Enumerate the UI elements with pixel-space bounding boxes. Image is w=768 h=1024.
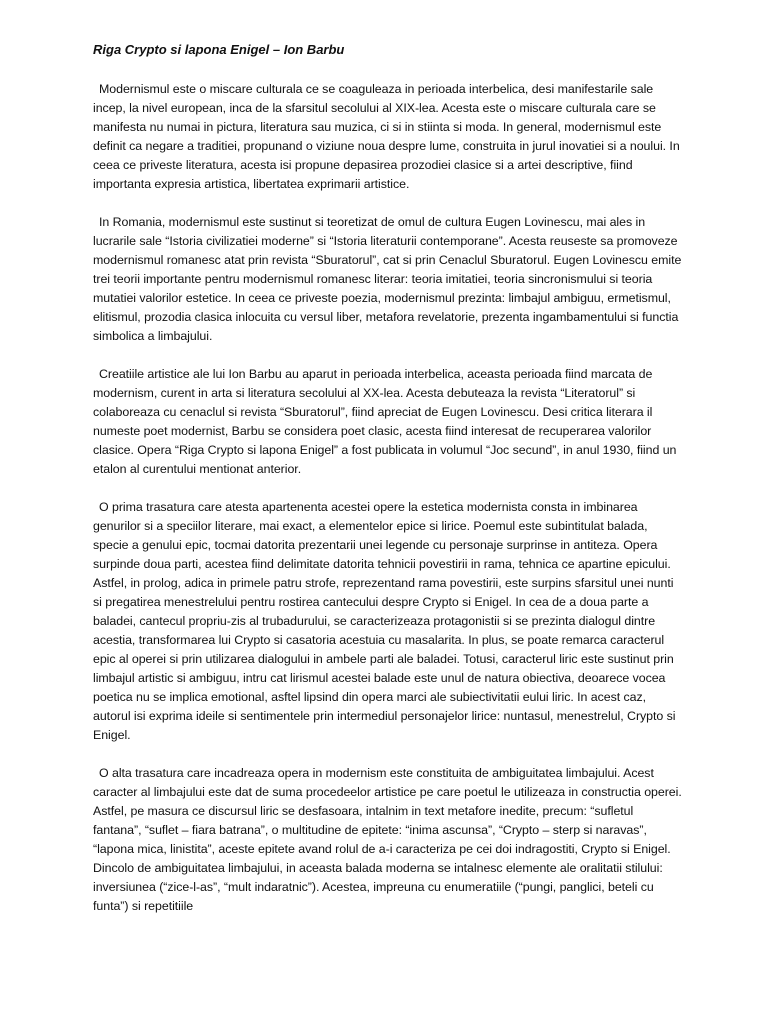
- document-title: Riga Crypto si lapona Enigel – Ion Barbu: [93, 42, 345, 57]
- paragraph-lovinescu: In Romania, modernismul este sustinut si teoretizat de omul de cultura Eugen Lovinescu, mai ales in lucrarile sale “Istoria civilizatiei moderne” si “Istoria literaturii contemporane”. Acesta reuseste sa promoveze modernismul romanesc atat prin revista “Sburatorul”, cat si prin Cenaclul Sburatorul. Eugen Lovinescu emite trei teorii importante pentru modernismul romanesc literar: teoria imitatiei, teoria sincronismului si teoria mutatiei valorilor estetice. In ceea ce priveste poezia, modernismul prezinta: limbajul ambiguu, ermetismul, elitismul, prozodia clasica inlocuita cu versul liber, metafora revelatorie, prezenta ingambamentului si functia simbolica a limbajului.: [93, 215, 682, 343]
- paragraph-second-trait: O alta trasatura care incadreaza opera in modernism este constituita de ambiguitatea limbajului. Acest caracter al limbajului este dat de suma procedeelor artistice pe care poetul le utilizeaza in constructia operei. Astfel, pe masura ce discursul liric se desfasoara, intalnim in text metafore inedite, precum: “sufletul fantana”, “suflet – fiara batrana”, o multitudine de epitete: “inima ascunsa”, “Crypto – sterp si naravas”, “lapona mica, linistita”, aceste epitete avand rolul de a-i caracteriza pe cei doi indragostiti, Crypto si Enigel. Dincolo de ambiguitatea limbajului, in aceasta balada moderna se intalnesc elemente ale oralitatii stilului: inversiunea (“zice-l-as”, “mult indaratnic”). Acestea, impreuna cu enumeratiile (“pungi, panglici, beteli cu funta”) si repetitiile: [93, 766, 682, 913]
- paragraph-modernism-intro: Modernismul este o miscare culturala ce se coaguleaza in perioada interbelica, desi manifestarile sale incep, la nivel european, inca de la sfarsitul secolului al XIX-lea. Acesta este o miscare culturala care se manifesta nu numai in pictura, literatura sau muzica, ci si in stiinta si moda. In general, modernismul este definit ca negare a traditiei, propunand o viziune noua despre lume, construita in jurul inovatiei si a noului. In ceea ce priveste literatura, acesta isi propune depasirea prozodiei clasice si a artei descriptive, fiind importanta expresia artistica, libertatea exprimarii artistice.: [93, 82, 680, 191]
- document-page: [93, 40, 683, 935]
- paragraph-first-trait: O prima trasatura care atesta apartenenta acestei opere la estetica modernista consta in imbinarea genurilor si a speciilor literare, mai exact, a elementelor epice si lirice. Poemul este subintitulat balada, specie a genului epic, tocmai datorita prezentarii unei legende cu personaje surprinse in antiteza. Opera surpinde doua parti, acestea fiind delimitate datorita tehnicii povestirii in rama, tehnica ce apartine epicului. Astfel, in prolog, adica in primele patru strofe, reprezentand rama povestirii, este surpins sfarsitul unei nunti si pregatirea menestrelului pentru rostirea cantecului despre Crypto si Enigel. In cea de a doua parte a baladei, cantecul propriu-zis al trubadurului, se caracterizeaza protagonistii si se prezinta dialogul dintre acestia, transformarea lui Crypto si casatoria acestuia cu masalarita. In plus, se poate remarca caracterul epic al operei si prin utilizarea dialogului in ambele parti ale baladei. Totusi, caracterul liric este sustinut prin limbajul artistic si ambiguu, intru cat lirismul acestei balade este unul de natura obiectiva, deoarece vocea poetica nu se implica emotional, asftel lipsind din opera marci ale subiectivitatii eului liric. In acest caz, autorul isi exprima ideile si sentimentele prin intermediul personajelor lirice: nuntasul, menestrelul, Crypto si Enigel.: [93, 500, 676, 742]
- paragraph-ion-barbu: Creatiile artistice ale lui Ion Barbu au aparut in perioada interbelica, aceasta perioada fiind marcata de modernism, curent in arta si literatura secolului al XX-lea. Acesta debuteaza la revista “Literatorul” si colaboreaza cu cenaclul si revista “Sburatorul”, fiind apreciat de Eugen Lovinescu. Desi critica literara il numeste poet modernist, Barbu se considera poet clasic, acesta fiind interesat de recuperarea valorilor clasice. Opera “Riga Crypto si lapona Enigel” a fost publicata in volumul “Joc secund”, in anul 1930, fiind un etalon al curentului mentionat anterior.: [93, 367, 677, 476]
